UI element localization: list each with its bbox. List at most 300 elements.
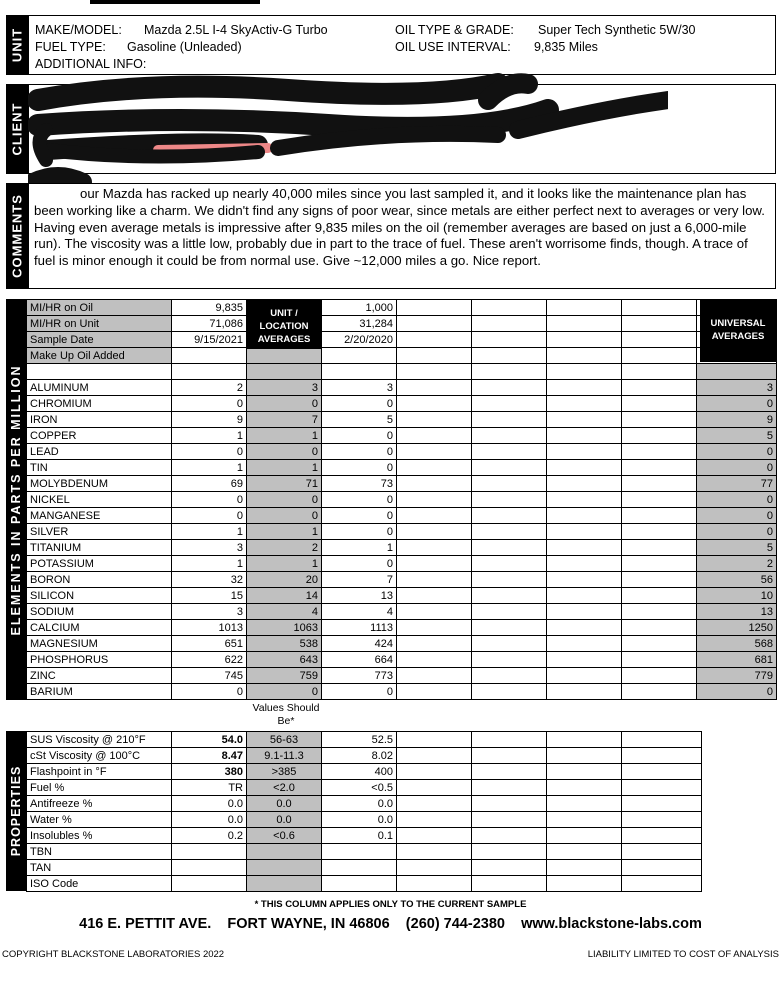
empty-cell: [622, 780, 702, 796]
unit-avg-value: 759: [247, 668, 322, 684]
empty-cell: [397, 524, 472, 540]
empty-cell: [622, 396, 697, 412]
property-name: Insolubles %: [27, 828, 172, 844]
empty-cell: [397, 684, 472, 700]
empty-cell: [397, 508, 472, 524]
current-value: 0: [172, 508, 247, 524]
universal-avg-value: 0: [697, 460, 777, 476]
universal-avg-value: 5: [697, 540, 777, 556]
empty-cell: [472, 748, 547, 764]
element-name: NICKEL: [27, 492, 172, 508]
empty-cell: [472, 796, 547, 812]
current-value: 0.0: [172, 812, 247, 828]
empty-cell: [472, 844, 547, 860]
header-row: [27, 300, 777, 316]
current-value: 9,835: [172, 300, 247, 316]
current-value: [172, 844, 247, 860]
universal-avg-value: 1250: [697, 620, 777, 636]
element-row: [27, 556, 777, 572]
empty-cell: [472, 476, 547, 492]
element-name: SODIUM: [27, 604, 172, 620]
empty-cell: [622, 444, 697, 460]
empty-cell: [472, 364, 547, 380]
empty-cell: [397, 316, 472, 332]
empty-cell: [472, 604, 547, 620]
empty-cell: [547, 428, 622, 444]
row-label: Sample Date: [27, 332, 172, 348]
current-value: [172, 348, 247, 364]
current-value: 380: [172, 764, 247, 780]
empty-cell: [397, 652, 472, 668]
footer-address: 416 E. PETTIT AVE.: [79, 916, 212, 932]
current-value: 9: [172, 412, 247, 428]
element-name: ALUMINUM: [27, 380, 172, 396]
empty-cell: [322, 364, 397, 380]
empty-cell: [397, 796, 472, 812]
empty-cell: [622, 748, 702, 764]
unit-avg-value: 7: [247, 412, 322, 428]
element-row: [27, 412, 777, 428]
previous-value: [322, 860, 397, 876]
empty-cell: [697, 364, 777, 380]
empty-cell: [472, 460, 547, 476]
empty-cell: [472, 764, 547, 780]
empty-cell: [472, 556, 547, 572]
previous-value: 4: [322, 604, 397, 620]
previous-value: <0.5: [322, 780, 397, 796]
previous-value: [322, 876, 397, 892]
empty-cell: [397, 604, 472, 620]
previous-value: 0: [322, 428, 397, 444]
empty-cell: [547, 460, 622, 476]
element-name: POTASSIUM: [27, 556, 172, 572]
empty-cell: [547, 476, 622, 492]
universal-avg-value: 0: [697, 508, 777, 524]
previous-value: 52.5: [322, 732, 397, 748]
empty-cell: [397, 348, 472, 364]
empty-cell: [397, 572, 472, 588]
empty-cell: [472, 428, 547, 444]
empty-cell: [397, 476, 472, 492]
empty-cell: [397, 428, 472, 444]
element-name: LEAD: [27, 444, 172, 460]
previous-value: 0: [322, 444, 397, 460]
unit-avg-value: 3: [247, 380, 322, 396]
empty-cell: [622, 572, 697, 588]
unit-avg-value: 1: [247, 556, 322, 572]
empty-cell: [172, 364, 247, 380]
empty-cell: [547, 508, 622, 524]
element-row: [27, 636, 777, 652]
property-row: [27, 764, 702, 780]
unit-avg-value: 1: [247, 428, 322, 444]
empty-cell: [397, 764, 472, 780]
current-value: 0.0: [172, 796, 247, 812]
universal-averages-header: UNIVERSAL AVERAGES: [700, 299, 776, 362]
oil-interval-label: OIL USE INTERVAL:: [395, 40, 511, 54]
unit-avg-value: 0: [247, 396, 322, 412]
empty-cell: [397, 812, 472, 828]
empty-cell: [472, 524, 547, 540]
header-row: [27, 348, 777, 364]
current-value: 0: [172, 492, 247, 508]
current-value: 15: [172, 588, 247, 604]
universal-avg-value: 5: [697, 428, 777, 444]
previous-value: 424: [322, 636, 397, 652]
elements-section-label: ELEMENTS IN PARTS PER MILLION: [6, 299, 26, 700]
unit-avg-value: 0: [247, 684, 322, 700]
empty-cell: [622, 732, 702, 748]
previous-value: 3: [322, 380, 397, 396]
empty-cell: [622, 476, 697, 492]
unit-avg-value: 0: [247, 492, 322, 508]
element-name: COPPER: [27, 428, 172, 444]
empty-cell: [622, 524, 697, 540]
element-name: BARIUM: [27, 684, 172, 700]
row-label: MI/HR on Oil: [27, 300, 172, 316]
empty-cell: [622, 412, 697, 428]
element-name: MAGNESIUM: [27, 636, 172, 652]
previous-value: 5: [322, 412, 397, 428]
empty-cell: [547, 604, 622, 620]
current-value: 622: [172, 652, 247, 668]
element-name: ZINC: [27, 668, 172, 684]
previous-value: 0: [322, 508, 397, 524]
empty-cell: [472, 812, 547, 828]
empty-cell: [397, 380, 472, 396]
current-value: 71,086: [172, 316, 247, 332]
values-should-be-label: Values Should Be*: [252, 702, 320, 727]
empty-cell: [397, 876, 472, 892]
element-row: [27, 604, 777, 620]
element-row: [27, 444, 777, 460]
empty-cell: [397, 364, 472, 380]
empty-cell: [472, 412, 547, 428]
empty-cell: [472, 876, 547, 892]
empty-cell: [397, 492, 472, 508]
fuel-type-label: FUEL TYPE:: [35, 40, 106, 54]
empty-cell: [397, 748, 472, 764]
unit-avg-value: 0: [247, 508, 322, 524]
property-name: cSt Viscosity @ 100°C: [27, 748, 172, 764]
footer-liability: LIABILITY LIMITED TO COST OF ANALYSIS: [587, 949, 779, 960]
empty-cell: [397, 460, 472, 476]
universal-avg-value: 2: [697, 556, 777, 572]
footer-city: FORT WAYNE, IN 46806: [227, 916, 390, 932]
universal-avg-value: 13: [697, 604, 777, 620]
element-row: [27, 396, 777, 412]
empty-cell: [622, 604, 697, 620]
should-be-value: <0.6: [247, 828, 322, 844]
should-be-value: 0.0: [247, 812, 322, 828]
unit-avg-value: 2: [247, 540, 322, 556]
empty-cell: [622, 556, 697, 572]
empty-cell: [547, 812, 622, 828]
footer-copyright: COPYRIGHT BLACKSTONE LABORATORIES 2022: [2, 949, 225, 960]
client-section-label: CLIENT: [6, 84, 28, 174]
property-name: Water %: [27, 812, 172, 828]
empty-cell: [622, 380, 697, 396]
empty-cell: [397, 860, 472, 876]
element-row: [27, 524, 777, 540]
empty-cell: [472, 332, 547, 348]
current-value: 745: [172, 668, 247, 684]
make-model-value: Mazda 2.5L I-4 SkyActiv-G Turbo: [144, 23, 328, 37]
previous-value: 773: [322, 668, 397, 684]
oil-type-value: Super Tech Synthetic 5W/30: [538, 23, 696, 37]
additional-info-label: ADDITIONAL INFO:: [35, 57, 147, 71]
element-name: PHOSPHORUS: [27, 652, 172, 668]
property-name: Antifreeze %: [27, 796, 172, 812]
row-label: Make Up Oil Added: [27, 348, 172, 364]
property-name: TBN: [27, 844, 172, 860]
empty-cell: [547, 876, 622, 892]
empty-cell: [472, 684, 547, 700]
footer-website[interactable]: www.blackstone-labs.com: [521, 916, 702, 932]
unit-avg-value: 643: [247, 652, 322, 668]
previous-value: 664: [322, 652, 397, 668]
empty-cell: [472, 780, 547, 796]
empty-cell: [547, 748, 622, 764]
oil-interval-value: 9,835 Miles: [534, 40, 598, 54]
footer-phone: (260) 744-2380: [405, 916, 505, 932]
universal-avg-value: 0: [697, 396, 777, 412]
property-row: [27, 748, 702, 764]
element-row: [27, 620, 777, 636]
empty-cell: [472, 380, 547, 396]
empty-cell: [472, 316, 547, 332]
spacer-row: [27, 364, 777, 380]
previous-value: 0: [322, 684, 397, 700]
previous-value: 0: [322, 396, 397, 412]
should-be-value: [247, 860, 322, 876]
empty-cell: [547, 572, 622, 588]
current-value: 1: [172, 460, 247, 476]
empty-cell: [472, 300, 547, 316]
unit-avg-value: 14: [247, 588, 322, 604]
header-row: [27, 332, 777, 348]
universal-avg-value: 3: [697, 380, 777, 396]
header-row: [27, 316, 777, 332]
current-value: TR: [172, 780, 247, 796]
empty-cell: [547, 380, 622, 396]
empty-cell: [547, 556, 622, 572]
empty-cell: [622, 492, 697, 508]
property-name: TAN: [27, 860, 172, 876]
element-name: CALCIUM: [27, 620, 172, 636]
empty-cell: [397, 540, 472, 556]
current-value: 3: [172, 604, 247, 620]
element-row: [27, 588, 777, 604]
element-name: IRON: [27, 412, 172, 428]
unit-avg-value: 1: [247, 524, 322, 540]
empty-cell: [547, 348, 622, 364]
current-value: 9/15/2021: [172, 332, 247, 348]
empty-cell: [472, 620, 547, 636]
empty-cell: [397, 844, 472, 860]
previous-value: 1: [322, 540, 397, 556]
empty-cell: [622, 684, 697, 700]
empty-cell: [622, 844, 702, 860]
previous-value: 31,284: [322, 316, 397, 332]
empty-cell: [547, 652, 622, 668]
empty-cell: [397, 620, 472, 636]
element-name: SILICON: [27, 588, 172, 604]
current-value: 0.2: [172, 828, 247, 844]
element-row: [27, 492, 777, 508]
property-row: [27, 876, 702, 892]
empty-cell: [472, 492, 547, 508]
element-row: [27, 476, 777, 492]
current-value: 3: [172, 540, 247, 556]
analysis-table: [26, 299, 777, 700]
empty-cell: [622, 764, 702, 780]
property-row: [27, 732, 702, 748]
universal-avg-value: 681: [697, 652, 777, 668]
current-value: 2: [172, 380, 247, 396]
universal-avg-value: 9: [697, 412, 777, 428]
property-row: [27, 828, 702, 844]
empty-cell: [547, 492, 622, 508]
empty-cell: [397, 668, 472, 684]
empty-cell: [547, 396, 622, 412]
empty-cell: [397, 444, 472, 460]
empty-cell: [397, 300, 472, 316]
property-row: [27, 796, 702, 812]
should-be-value: <2.0: [247, 780, 322, 796]
should-be-value: >385: [247, 764, 322, 780]
properties-section-label: PROPERTIES: [6, 731, 26, 891]
should-be-value: [247, 844, 322, 860]
empty-cell: [622, 668, 697, 684]
current-value: 69: [172, 476, 247, 492]
empty-cell: [472, 444, 547, 460]
empty-cell: [622, 796, 702, 812]
unit-avg-value: 1063: [247, 620, 322, 636]
element-name: TIN: [27, 460, 172, 476]
empty-cell: [622, 364, 697, 380]
unit-avg-value: 0: [247, 444, 322, 460]
universal-avg-value: 56: [697, 572, 777, 588]
current-value: [172, 876, 247, 892]
unit-location-averages-header: UNIT / LOCATION AVERAGES: [247, 299, 321, 349]
previous-value: 1,000: [322, 300, 397, 316]
previous-value: [322, 844, 397, 860]
empty-cell: [472, 732, 547, 748]
oil-type-label: OIL TYPE & GRADE:: [395, 23, 514, 37]
empty-cell: [547, 364, 622, 380]
universal-avg-value: 10: [697, 588, 777, 604]
should-be-value: 0.0: [247, 796, 322, 812]
element-name: BORON: [27, 572, 172, 588]
previous-value: 400: [322, 764, 397, 780]
previous-value: 0.1: [322, 828, 397, 844]
unit-section-label: UNIT: [6, 15, 28, 75]
previous-value: 0.0: [322, 812, 397, 828]
empty-cell: [472, 396, 547, 412]
empty-cell: [622, 860, 702, 876]
empty-cell: [472, 572, 547, 588]
current-value: 0: [172, 396, 247, 412]
element-row: [27, 684, 777, 700]
empty-cell: [622, 636, 697, 652]
empty-cell: [547, 620, 622, 636]
comments-text: our Mazda has racked up nearly 40,000 miles since you last sampled it, and it looks like the maintenance plan has been working like a charm. We didn't find any signs of poor wear, since metals are either perfect next to averages or very low. Having even average metals is impressive after 9,835 miles on the oil (remember averages are based on just a 6,000-mile run). The viscosity was a little low, probably due in part to the trace of fuel. These aren't worrisome finds, though. A trace of fuel is minor enough it could be from normal use. Give ~12,000 miles a go. Nice report.: [34, 186, 765, 269]
property-name: Flashpoint in °F: [27, 764, 172, 780]
previous-value: 1113: [322, 620, 397, 636]
empty-cell: [622, 348, 697, 364]
empty-cell: [622, 812, 702, 828]
element-row: [27, 380, 777, 396]
footer-note: * THIS COLUMN APPLIES ONLY TO THE CURRENT SAMPLE: [254, 899, 527, 910]
current-value: [172, 860, 247, 876]
unit-avg-value: 538: [247, 636, 322, 652]
current-value: 0: [172, 444, 247, 460]
properties-table: [26, 731, 702, 892]
empty-cell: [547, 524, 622, 540]
current-value: 1: [172, 556, 247, 572]
element-name: SILVER: [27, 524, 172, 540]
element-row: [27, 652, 777, 668]
property-name: SUS Viscosity @ 210°F: [27, 732, 172, 748]
empty-cell: [622, 460, 697, 476]
element-row: [27, 460, 777, 476]
comments-section-label: COMMENTS: [6, 183, 28, 289]
universal-avg-value: 0: [697, 492, 777, 508]
empty-cell: [472, 828, 547, 844]
previous-value: 7: [322, 572, 397, 588]
property-row: [27, 780, 702, 796]
current-value: 8.47: [172, 748, 247, 764]
empty-cell: [472, 860, 547, 876]
empty-cell: [27, 364, 172, 380]
empty-cell: [397, 332, 472, 348]
empty-cell: [472, 636, 547, 652]
empty-cell: [547, 732, 622, 748]
property-row: [27, 844, 702, 860]
empty-cell: [547, 444, 622, 460]
empty-cell: [622, 332, 697, 348]
current-value: 1013: [172, 620, 247, 636]
element-name: TITANIUM: [27, 540, 172, 556]
unit-avg-value: 4: [247, 604, 322, 620]
make-model-label: MAKE/MODEL:: [35, 23, 122, 37]
logo-fragment: [90, 0, 260, 4]
empty-cell: [472, 508, 547, 524]
empty-cell: [622, 300, 697, 316]
empty-cell: [547, 316, 622, 332]
element-row: [27, 508, 777, 524]
property-name: Fuel %: [27, 780, 172, 796]
empty-cell: [622, 652, 697, 668]
element-row: [27, 668, 777, 684]
element-name: CHROMIUM: [27, 396, 172, 412]
empty-cell: [547, 828, 622, 844]
empty-cell: [547, 412, 622, 428]
previous-value: 0: [322, 524, 397, 540]
empty-cell: [397, 828, 472, 844]
property-row: [27, 812, 702, 828]
empty-cell: [397, 780, 472, 796]
element-row: [27, 540, 777, 556]
universal-avg-value: 0: [697, 684, 777, 700]
empty-cell: [547, 764, 622, 780]
current-value: 1: [172, 428, 247, 444]
current-value: 32: [172, 572, 247, 588]
empty-cell: [547, 588, 622, 604]
universal-avg-value: 779: [697, 668, 777, 684]
empty-cell: [547, 860, 622, 876]
